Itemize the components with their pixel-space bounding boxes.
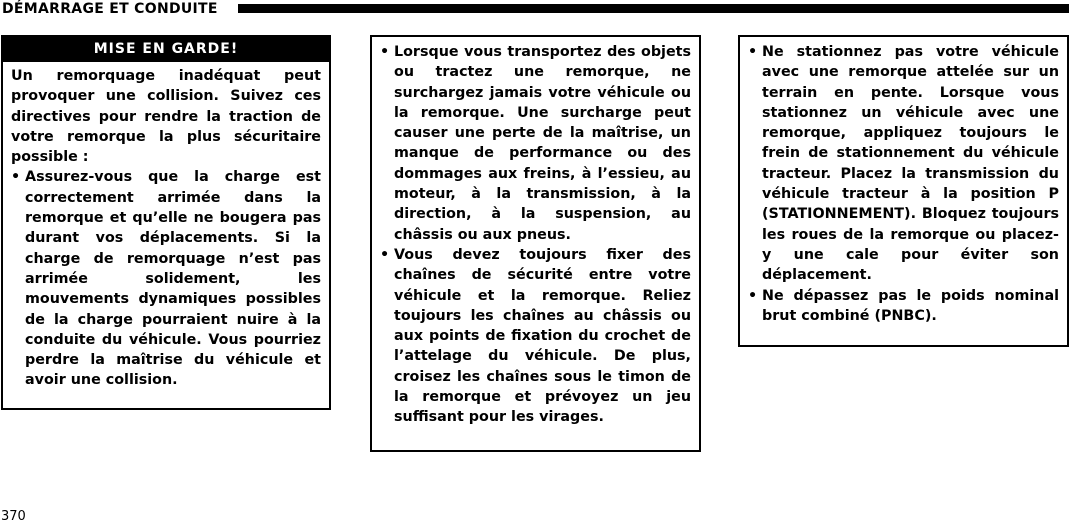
column2-body xyxy=(372,37,699,428)
warning-body xyxy=(3,62,329,391)
column3-body xyxy=(740,37,1067,326)
column2-bullet-item: • Vous devez toujours fixer des chaînes de sécurité entre votre véhicule et la remorque. Reliez toujours les chaînes au châssis ou aux points de fixation du crochet de l’attelage du véhicule. De plus, croisez les chaînes sous le timon de la remorque et prévoyez un jeu suffisant pour les virages. xyxy=(380,245,691,428)
header-rule xyxy=(238,4,1069,13)
warning-title: MISE EN GARDE! xyxy=(3,37,329,62)
column2-bullet-list xyxy=(380,42,691,428)
page-number: 370 xyxy=(1,509,26,524)
column3-bullet-item: • Ne stationnez pas votre véhicule avec une remorque attelée sur un terrain en pente. Lorsque vous stationnez un véhicule avec une remorque, appliquez toujours le frein de stationnement du véhicule tracteur. Placez la transmission du véhicule tracteur à la position P (STATIONNEMENT). Bloquez toujours les roues de la remorque ou placez-y une cale pour éviter son déplacement. xyxy=(748,42,1059,286)
warning-box xyxy=(1,35,331,410)
warning-bullet-list xyxy=(11,167,321,390)
page-header xyxy=(0,0,1069,18)
column2-bullet-item: • Lorsque vous transportez des objets ou tractez une remorque, ne surchargez jamais votre véhicule ou la remorque. Une surcharge peut causer une perte de la maîtrise, un manque de performance ou des dommages aux freins, à l’essieu, au moteur, à la transmission, à la direction, à la suspension, au châssis ou aux pneus. xyxy=(380,42,691,245)
column3-box xyxy=(738,35,1069,347)
warning-bullet-item: • Assurez-vous que la charge est correctement arrimée dans la remorque et qu’elle ne bougera pas durant vos déplacements. Si la charge de remorquage n’est pas arrimée solidement, les mouvements dynamiques possibles de la charge pourraient nuire à la conduite du véhicule. Vous pourriez perdre la maîtrise du véhicule et avoir une collision. xyxy=(11,167,321,390)
warning-intro: Un remorquage inadéquat peut provoquer une collision. Suivez ces directives pour rendre la traction de votre remorque la plus sécuritaire possible : xyxy=(11,68,321,166)
column3-bullet-item: • Ne dépassez pas le poids nominal brut combiné (PNBC). xyxy=(748,286,1059,327)
section-title: DÉMARRAGE ET CONDUITE xyxy=(2,0,226,18)
column2-box xyxy=(370,35,701,452)
column3-bullet-list xyxy=(748,42,1059,326)
